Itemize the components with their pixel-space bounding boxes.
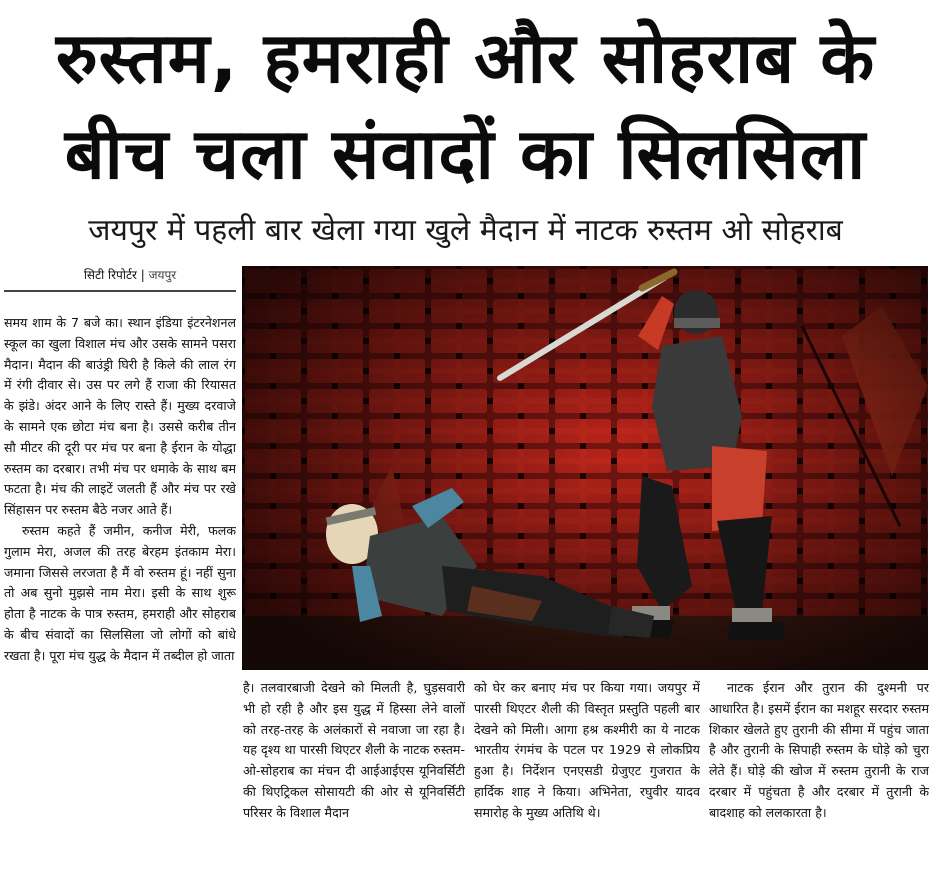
article-paragraph: है। तलवारबाजी देखने को मिलती है, घुड़सवारी भी हो रही है और इस युद्ध में हिस्सा लेने वालों को तरह-तरह के अलंकारों से नवाजा जा रहा है। यह दृश्य था पारसी थिएटर शैली के नाटक रुस्तम-ओ-सोहराब का मंचन दी आईआईएस यूनिवर्सिटी की थिएट्रिकल सोसायटी की ओर से यूनिवर्सिटी परिसर के विशाल मैदान	[243, 680, 465, 820]
article-column-3	[474, 678, 700, 887]
article-column-4	[709, 678, 929, 887]
article-column-1	[4, 313, 236, 887]
byline-city: जयपुर	[148, 268, 177, 282]
byline-rule	[4, 290, 236, 292]
byline	[20, 266, 240, 284]
headline-line-2: बीच चला संवादों का सिलसिला	[64, 113, 867, 195]
article-column-2	[243, 678, 465, 887]
headline-line-1: रुस्तम, हमराही और सोहराब के	[55, 17, 876, 99]
article-paragraph: नाटक ईरान और तुरान की दुश्मनी पर आधारित है। इसमें ईरान का मशहूर सरदार रुस्तम शिकार खेलते हुए तुरानी की सीमा में पहुंच जाता है और तुरानी के सिपाही रुस्तम के घोड़े को चुरा लेते हैं। घोड़े की खोज में रुस्तम तुरानी के राज दरबार में पहुंचता है और दरबार में तुरानी के बादशाह को ललकारता है।	[709, 680, 929, 820]
stage-play-photo	[242, 266, 928, 670]
byline-reporter: सिटी रिपोर्टर	[83, 268, 137, 282]
stage-play-photo-illustration	[242, 266, 928, 670]
article-paragraph: समय शाम के 7 बजे का। स्थान इंडिया इंटरनेशनल स्कूल का खुला विशाल मंच और उसके सामने पसरा मैदान। मैदान की बाउंड्री घिरी है किले की लाल रंग में रंगी दीवार से। उस पर लगे हैं राजा की रियासत के झंडे। अंदर आने के लिए रास्ते हैं। मुख्य दरवाजे के सामने एक छोटा मंच बना है। उससे करीब तीन सौ मीटर की दूरी पर मंच पर बना है ईरान के योद्धा रुस्तम का दरबार। तभी मंच पर धमाके के साथ बम फटता है। मंच की लाइटें जलती हैं और मंच पर रखे सिंहासन पर रुस्तम बैठे नजर आते हैं।	[4, 315, 236, 518]
article-paragraph: को घेर कर बनाए मंच पर किया गया। जयपुर में पारसी थिएटर शैली की विस्तृत प्रस्तुति पहली बार देखने को मिली। आगा हश्र कश्मीरी का ये नाटक भारतीय रंगमंच के पटल पर 1929 से लोकप्रिय हुआ है। निर्देशन एनएसडी ग्रेजुएट गुजरात के हार्दिक शाह ने किया। अभिनेता, रघुवीर यादव समारोह के मुख्य अतिथि थे।	[474, 680, 700, 820]
article-paragraph: रुस्तम कहते हैं जमीन, कनीज मेरी, फलक गुलाम मेरा, अजल की तरह बेरहम इंतकाम मेरा। जमाना जिससे लरजता है मैं वो रुस्तम हूं। नहीं सुना तो अब सुनो मुझसे नाम मेरा। इसी के साथ शुरू होता है नाटक के पात्र रुस्तम, हमराही और सोहराब के बीच संवादों का सिलसिला जो लोगों को बांधे रखता है। पूरा मंच युद्ध के मैदान में तब्दील हो जाता	[4, 522, 236, 663]
byline-separator: |	[136, 268, 149, 282]
subheadline: जयपुर में पहली बार खेला गया खुले मैदान में नाटक रुस्तम ओ सोहराब	[88, 213, 843, 248]
